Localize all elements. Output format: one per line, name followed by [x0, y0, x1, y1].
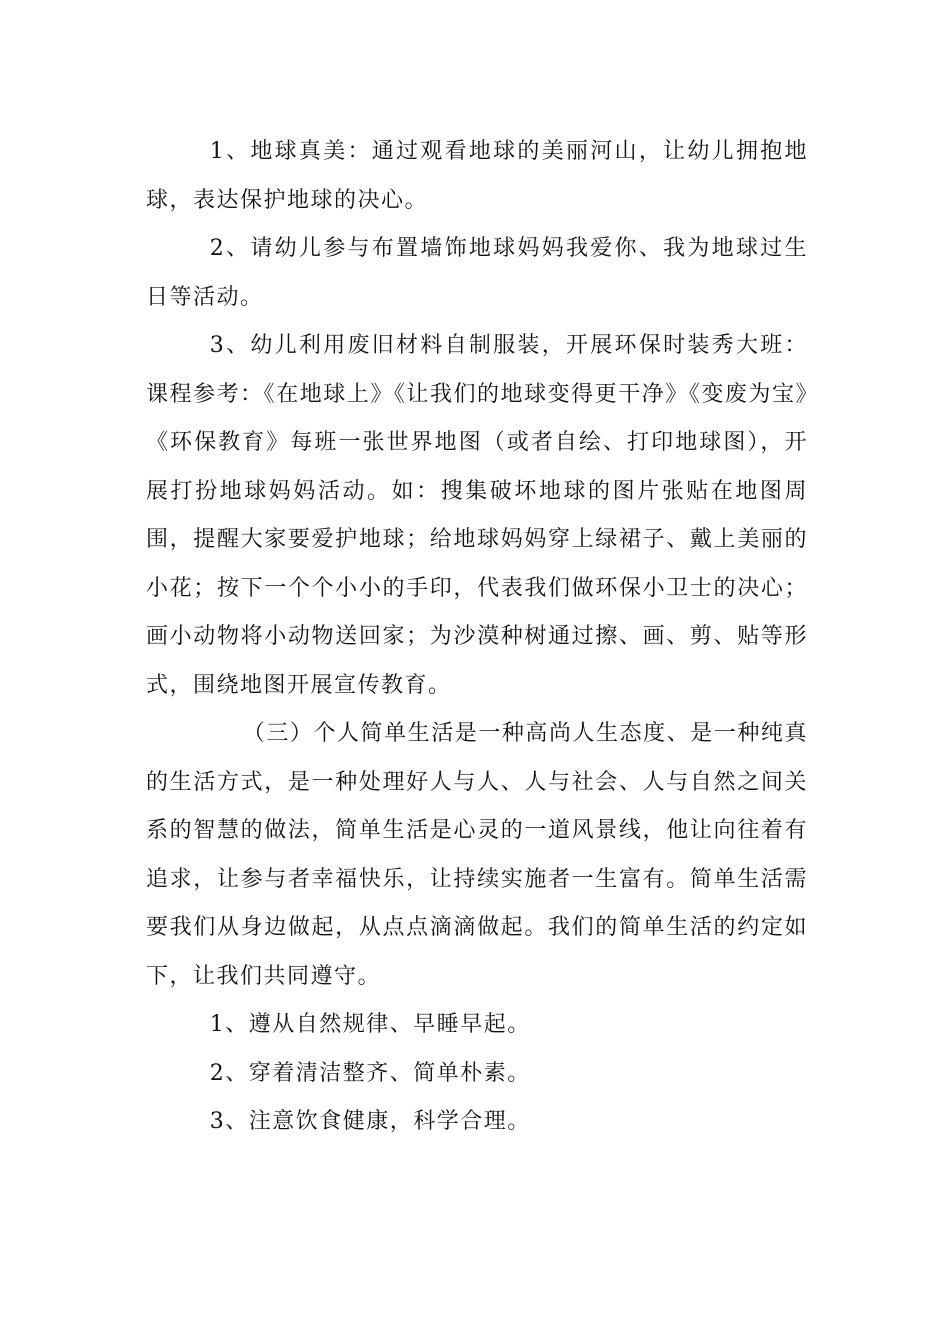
list-item-rule-3: 3、注意饮食健康，科学合理。	[209, 1109, 531, 1134]
paragraph-eco-fashion-show: 3、幼儿利用废旧材料自制服装，开展环保时装秀大班：课程参考：《在地球上》《让我们的地球变得更干净》《变废为宝》《环保教育》每班一张世界地图（或者自绘、打印地球图），开展打扮地球妈妈活动。如：搜集破坏地球的图片张贴在地图周围，提醒大家要爱护地球；给地球妈妈穿上绿裙子、戴上美丽的小花；按下一个个小小的手印，代表我们做环保小卫士的决心；画小动物将小动物送回家；为沙漠种树通过擦、画、剪、贴等形式，围绕地图开展宣传教育。	[146, 333, 808, 698]
paragraph-simple-living: （三）个人简单生活是一种高尚人生态度、是一种纯真的生活方式，是一种处理好人与人、人与社会、人与自然之间关系的智慧的做法，简单生活是心灵的一道风景线，他让向往着有追求，让参与者幸福快乐，让持续实施者一生富有。简单生活需要我们从身边做起，从点点滴滴做起。我们的简单生活的约定如下，让我们共同遵守。	[146, 721, 808, 989]
document-body	[146, 128, 808, 1147]
list-item-rule-2: 2、穿着清洁整齐、简单朴素。	[209, 1060, 531, 1086]
paragraph-earth-beautiful: 1、地球真美：通过观看地球的美丽河山，让幼儿拥抱地球，表达保护地球的决心。	[146, 139, 808, 213]
paragraph-wall-decoration: 2、请幼儿参与布置墙饰地球妈妈我爱你、我为地球过生日等活动。	[146, 236, 808, 310]
list-item-rule-1: 1、遵从自然规律、早睡早起。	[209, 1012, 531, 1037]
